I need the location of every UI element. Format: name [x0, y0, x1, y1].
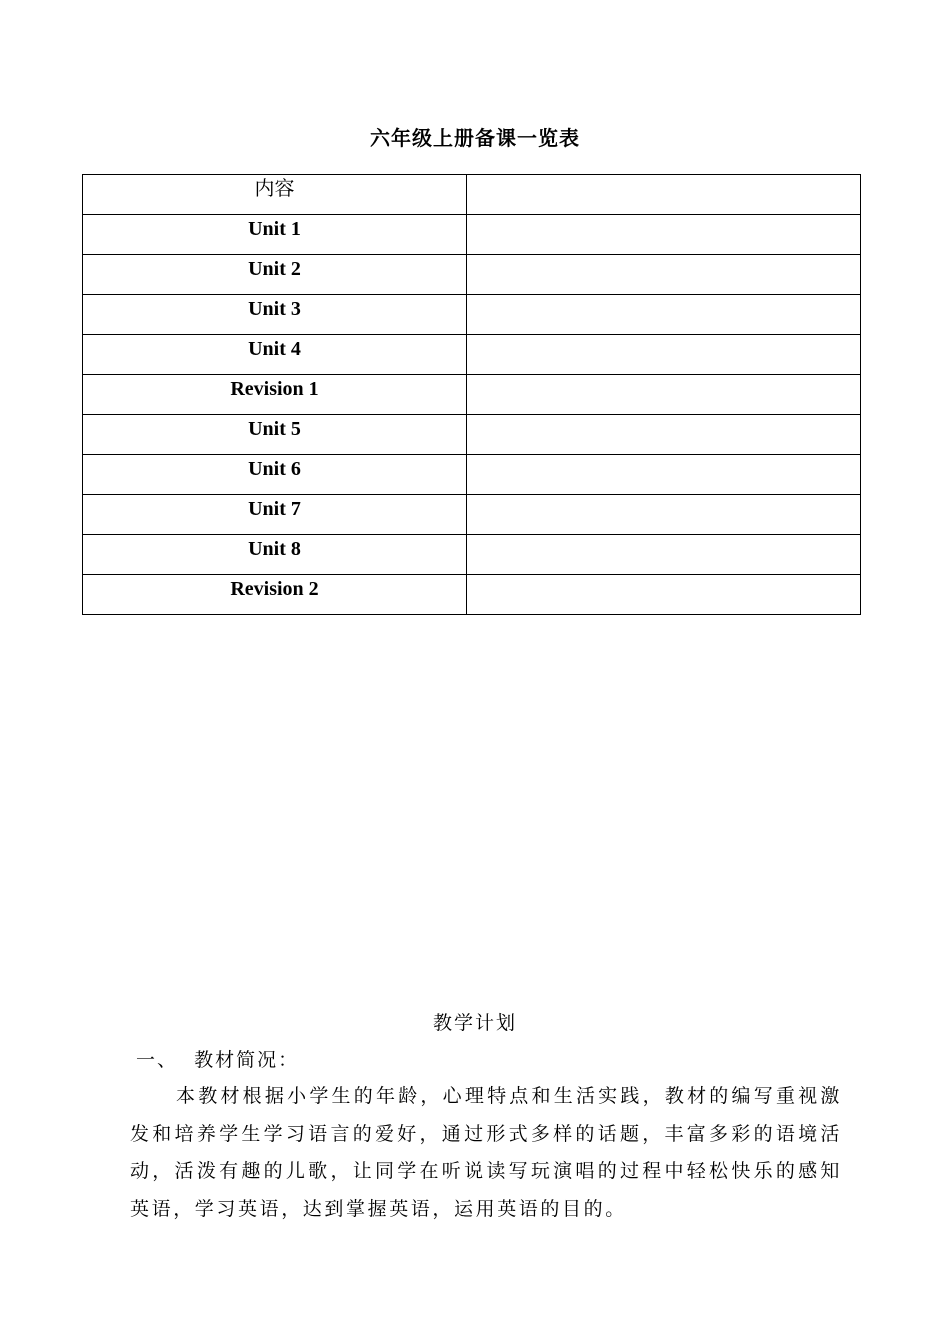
table-header-row [83, 175, 861, 215]
table-row [83, 295, 861, 335]
table-cell-unit: Revision 1 [83, 375, 467, 415]
table-cell-blank [467, 415, 861, 455]
table-cell-blank [467, 215, 861, 255]
table-cell-blank [467, 335, 861, 375]
table-cell-unit: Revision 2 [83, 575, 467, 615]
lesson-overview-table [82, 174, 861, 615]
table-row [83, 455, 861, 495]
table-cell-blank [467, 495, 861, 535]
table-cell-unit: Unit 4 [83, 335, 467, 375]
table-cell-unit: Unit 8 [83, 535, 467, 575]
table-cell-unit: Unit 5 [83, 415, 467, 455]
table-cell-unit: Unit 1 [83, 215, 467, 255]
table-cell-blank [467, 375, 861, 415]
table-row [83, 215, 861, 255]
section-paragraph: 本教材根据小学生的年龄，心理特点和生活实践，教材的编写重视激发和培养学生学习语言的爱好，通过形式多样的话题，丰富多彩的语境活动，活泼有趣的儿歌，让同学在听说读写玩演唱的过程中轻松快乐的感知英语，学习英语，达到掌握英语，运用英语的目的。 [130, 1085, 842, 1220]
table-row [83, 535, 861, 575]
table-cell-blank [467, 255, 861, 295]
table-row [83, 255, 861, 295]
table-row [83, 415, 861, 455]
plan-title: 教学计划 [432, 1012, 517, 1034]
table-cell-unit: Unit 6 [83, 455, 467, 495]
table-cell-blank [467, 535, 861, 575]
table-cell-unit: Unit 3 [83, 295, 467, 335]
table-row [83, 375, 861, 415]
table-row [83, 575, 861, 615]
section-heading: 一、 教材简况： [136, 1049, 300, 1071]
table-cell-unit: Unit 7 [83, 495, 467, 535]
table-row [83, 495, 861, 535]
table-row [83, 335, 861, 375]
table-header-blank [467, 175, 861, 215]
table-cell-blank [467, 295, 861, 335]
table-cell-unit: Unit 2 [83, 255, 467, 295]
table-cell-blank [467, 455, 861, 495]
page-title: 六年级上册备课一览表 [370, 126, 580, 150]
table-header-content: 内容 [83, 175, 467, 215]
table-cell-blank [467, 575, 861, 615]
